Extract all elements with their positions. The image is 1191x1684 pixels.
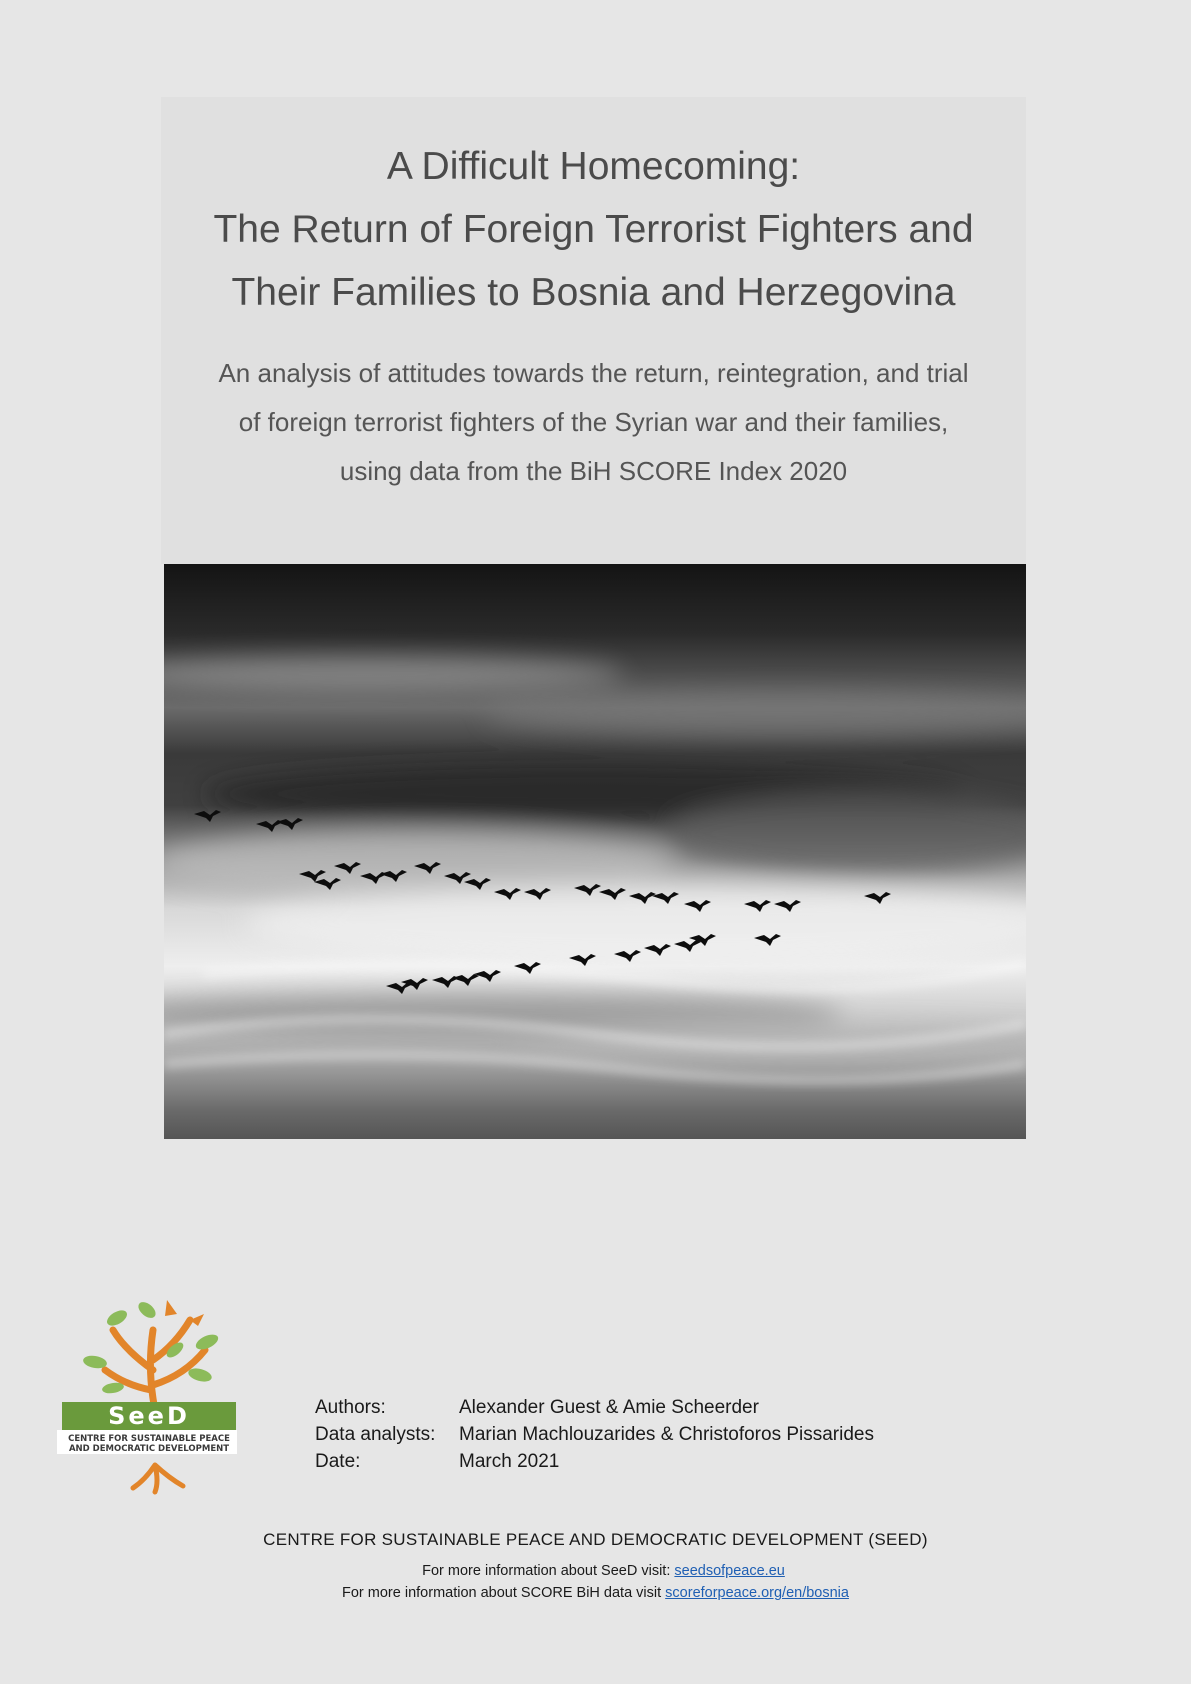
- title-line-3: Their Families to Bosnia and Herzegovina: [231, 271, 956, 314]
- org-name: CENTRE FOR SUSTAINABLE PEACE AND DEMOCRATIC DEVELOPMENT (SEED): [263, 1530, 928, 1549]
- analysts-value: Marian Machlouzarides & Christoforos Pissarides: [459, 1424, 874, 1445]
- seed-info-text: For more information about SeeD visit:: [422, 1563, 671, 1579]
- subtitle-line-1: An analysis of attitudes towards the return, reintegration, and trial: [218, 358, 969, 388]
- analysts-label: Data analysts:: [315, 1424, 436, 1445]
- subtitle-line-3: using data from the BiH SCORE Index 2020: [339, 456, 848, 486]
- tree-icon: [82, 1299, 220, 1492]
- date-row: [315, 1448, 874, 1475]
- seed-logo: [55, 1290, 240, 1495]
- seed-info-line: [8, 1563, 1191, 1579]
- analysts-row: [315, 1421, 874, 1448]
- score-info-line: [0, 1585, 1191, 1601]
- logo-name: SeeD: [108, 1402, 190, 1430]
- report-subtitle: [161, 349, 1026, 496]
- cover-photo: [164, 564, 1026, 1139]
- report-title: [161, 135, 1026, 324]
- authors-value: Alexander Guest & Amie Scheerder: [459, 1397, 759, 1418]
- logo-tagline-1: CENTRE FOR SUSTAINABLE PEACE: [68, 1434, 230, 1444]
- score-link[interactable]: scoreforpeace.org/en/bosnia: [665, 1585, 849, 1601]
- title-panel: [161, 97, 1026, 564]
- logo-tagline-2: AND DEMOCRATIC DEVELOPMENT: [68, 1444, 230, 1454]
- subtitle-line-2: of foreign terrorist fighters of the Syrian war and their families,: [238, 407, 949, 437]
- title-line-2: The Return of Foreign Terrorist Fighters and: [213, 208, 974, 251]
- date-value: March 2021: [459, 1451, 560, 1472]
- seed-link[interactable]: seedsofpeace.eu: [674, 1563, 785, 1579]
- date-label: Date:: [315, 1451, 361, 1472]
- score-info-text: For more information about SCORE BiH data visit: [342, 1585, 662, 1601]
- report-meta: [315, 1394, 874, 1475]
- title-line-1: A Difficult Homecoming:: [386, 145, 801, 188]
- authors-label: Authors:: [315, 1397, 386, 1418]
- authors-row: [315, 1394, 874, 1421]
